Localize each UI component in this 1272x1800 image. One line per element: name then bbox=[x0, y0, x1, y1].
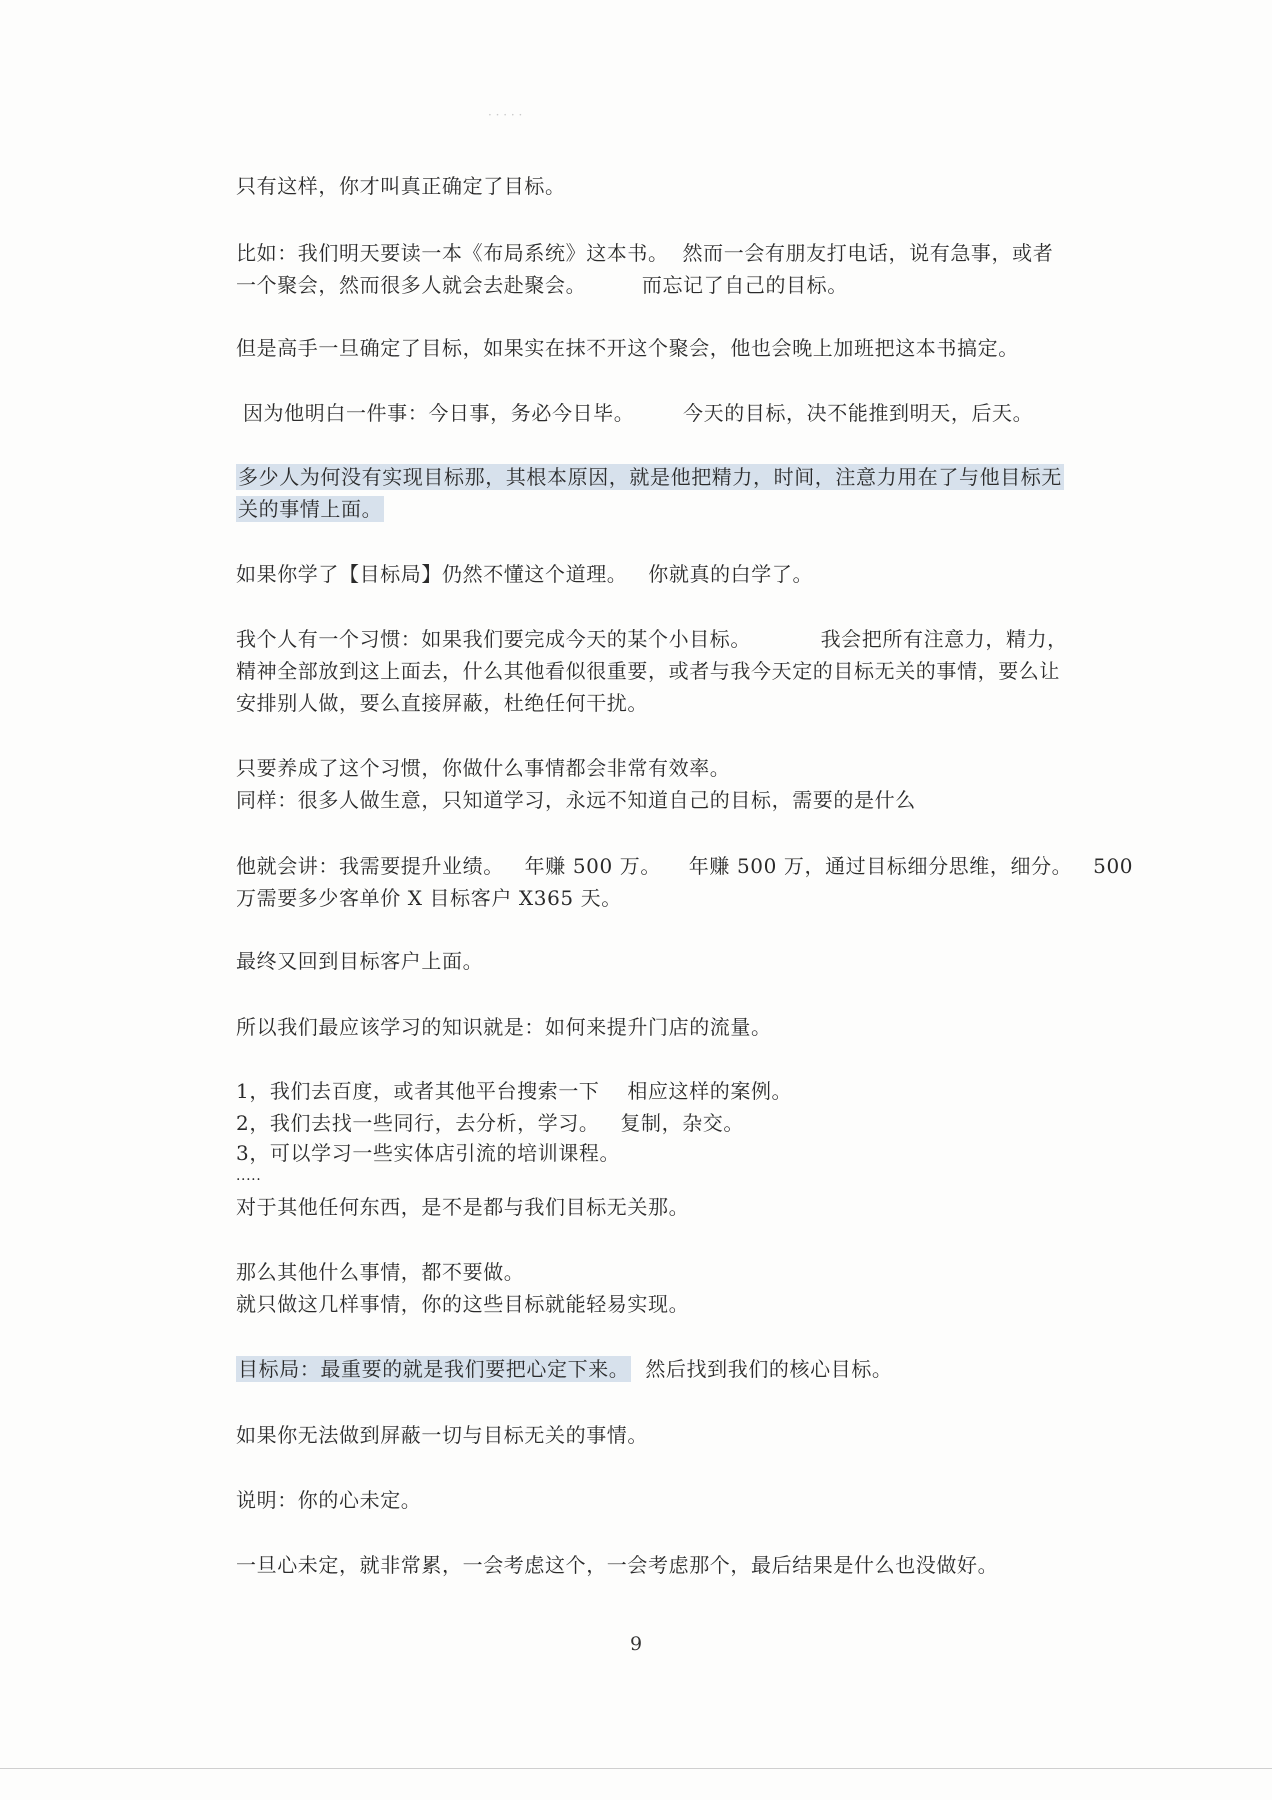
list-item: 3，可以学习一些实体店引流的培训课程。 bbox=[236, 1141, 621, 1165]
paragraph-line: 说明：你的心未定。 bbox=[236, 1488, 422, 1512]
paragraph-line: 精神全部放到这上面去，什么其他看似很重要，或者与我今天定的目标无关的事情，要么让 bbox=[236, 659, 1060, 683]
highlight-text: 多少人为何没有实现目标那，其根本原因，就是他把精力，时间，注意力用在了与他目标无 bbox=[238, 465, 1062, 489]
paragraph-line: 就只做这几样事情，你的这些目标就能轻易实现。 bbox=[236, 1292, 690, 1316]
paragraph-line: 万需要多少客单价 X 目标客户 X365 天。 bbox=[236, 886, 622, 910]
list-item: 1，我们去百度，或者其他平台搜索一下 相应这样的案例。 bbox=[236, 1079, 793, 1103]
paragraph-line: 对于其他任何东西，是不是都与我们目标无关那。 bbox=[236, 1195, 690, 1219]
paragraph-line: 一旦心未定，就非常累，一会考虑这个，一会考虑那个，最后结果是什么也没做好。 bbox=[236, 1553, 999, 1577]
page-number: 9 bbox=[629, 1633, 643, 1655]
paragraph-line: 同样：很多人做生意，只知道学习，永远不知道自己的目标，需要的是什么 bbox=[236, 788, 916, 812]
paragraph-line: 那么其他什么事情，都不要做。 bbox=[236, 1260, 525, 1284]
paragraph-line: 所以我们最应该学习的知识就是：如何来提升门店的流量。 bbox=[236, 1015, 772, 1039]
paragraph-line: 但是高手一旦确定了目标，如果实在抹不开这个聚会，他也会晚上加班把这本书搞定。 bbox=[236, 336, 1019, 360]
paragraph-line: 如果你无法做到屏蔽一切与目标无关的事情。 bbox=[236, 1423, 648, 1447]
paragraph-line: 如果你学了【目标局】仍然不懂这个道理。 你就真的白学了。 bbox=[236, 562, 814, 586]
paragraph-line: 只有这样，你才叫真正确定了目标。 bbox=[236, 174, 566, 198]
highlight-text: 目标局：最重要的就是我们要把心定下来。 bbox=[238, 1357, 630, 1381]
highlighted-line bbox=[236, 462, 1064, 492]
paragraph-line: 我个人有一个习惯：如果我们要完成今天的某个小目标。 我会把所有注意力，精力， bbox=[236, 627, 1068, 651]
highlighted-line bbox=[236, 494, 384, 524]
ellipsis-line: ..... bbox=[236, 1168, 262, 1184]
trailing-text: 然后找到我们的核心目标。 bbox=[631, 1357, 893, 1381]
list-item: 2，我们去找一些同行，去分析，学习。 复制，杂交。 bbox=[236, 1111, 744, 1135]
paragraph-line: 因为他明白一件事：今日事，务必今日毕。 今天的目标，决不能推到明天，后天。 bbox=[236, 401, 1034, 425]
paragraph-line: 最终又回到目标客户上面。 bbox=[236, 949, 484, 973]
paragraph-line: 他就会讲：我需要提升业绩。 年赚 500 万。 年赚 500 万，通过目标细分思维，细分。 500 bbox=[236, 854, 1134, 878]
bottom-rule bbox=[0, 1768, 1272, 1769]
paragraph-line: 一个聚会，然而很多人就会去赴聚会。 而忘记了自己的目标。 bbox=[236, 273, 848, 297]
paragraph-line: 比如：我们明天要读一本《布局系统》这本书。 然而一会有朋友打电话，说有急事，或者 bbox=[236, 241, 1054, 265]
mixed-line bbox=[236, 1354, 893, 1384]
paragraph-line: 只要养成了这个习惯，你做什么事情都会非常有效率。 bbox=[236, 756, 731, 780]
scan-smudge: · · · · · bbox=[488, 108, 523, 122]
paragraph-line: 安排别人做，要么直接屏蔽，杜绝任何干扰。 bbox=[236, 691, 648, 715]
highlight-text: 关的事情上面。 bbox=[238, 497, 383, 521]
